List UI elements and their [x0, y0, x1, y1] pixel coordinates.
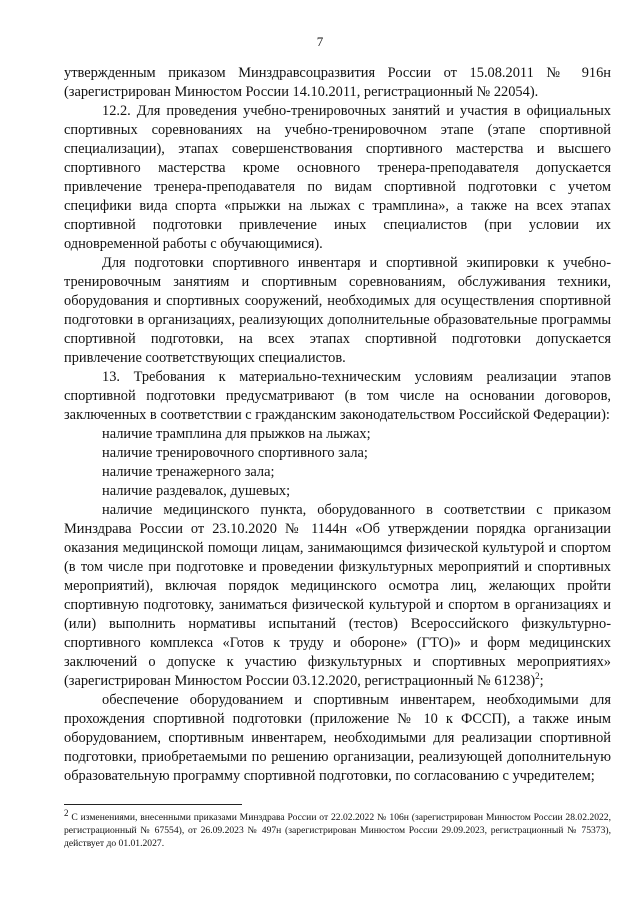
list-item-training-hall: наличие тренировочного спортивного зала;	[102, 445, 368, 461]
footnote-divider	[64, 804, 242, 805]
paragraph-13: 13. Требования к материально-техническим условиям реализации этапов спортивной подготовки предусматривают (в том числе на основании договоров, заключенных в соответствии с гражданским законодательством Российской Федерации):	[64, 369, 611, 423]
list-item-gym: наличие тренажерного зала;	[102, 464, 275, 480]
footnote	[64, 807, 611, 850]
page-number: 7	[316, 34, 324, 49]
paragraph-specialists: Для подготовки спортивного инвентаря и спортивной экипировки к учебно-тренировочным занятиям и спортивным соревнованиям, обслуживания техники, оборудования и спортивных сооружений, необходимых для осуществления спортивной подготовки в организациях, реализующих дополнительные образовательные программы спортивной подготовки, на всех этапах спортивной подготовки допускается привлечение соответствующих специалистов.	[64, 255, 611, 366]
list-item-equipment: обеспечение оборудованием и спортивным инвентарем, необходимыми для прохождения спортивной подготовки (приложение № 10 к ФССП), а также иным оборудованием, спортивным инвентарем, необходимыми для реализации спортивной подготовки, приобретаемыми по решению организации, реализующей дополнительную образовательную программу спортивной подготовки, по согласованию с учредителем;	[64, 692, 611, 784]
footnote-reference: 2	[535, 671, 540, 682]
footnote-reference-suffix: ;	[539, 673, 544, 689]
paragraph-continuation: утвержденным приказом Минздравсоцразвития России от 15.08.2011 № 916н (зарегистрирован Минюстом России 14.10.2011, регистрационный № 22054).	[64, 65, 611, 100]
footnote-text: С изменениями, внесенными приказами Минздрава России от 22.02.2022 № 106н (зарегистрирован Минюстом России 28.02.2022, регистрационный № 67554), от 26.09.2023 № 497н (зарегистрирован Минюстом России 29.09.2023, регистрационный № 75373), действует до 01.01.2027.	[64, 812, 611, 849]
list-item-ski-jump: наличие трамплина для прыжков на лыжах;	[102, 426, 371, 442]
footnote-marker: 2	[64, 807, 69, 818]
medical-point-text: наличие медицинского пункта, оборудованного в соответствии с приказом Минздрава России от 23.10.2020 № 1144н «Об утверждении порядка организации оказания медицинской помощи лицам, занимающимся физической культурой и спортом (в том числе при подготовке и проведении физкультурных мероприятий и спортивных мероприятий), включая порядок медицинского осмотра лиц, желающих пройти спортивную подготовку, заниматься физической культурой и спортом в организациях и (или) выполнить нормативы испытаний (тестов) Всероссийского физкультурно-спортивного комплекса «Готов к труду и обороне» (ГТО)» и форм медицинских заключений о допуске к участию физкультурных и спортивных мероприятиях» (зарегистрирован Минюстом России 03.12.2020, регистрационный № 61238)	[64, 502, 611, 689]
list-item-medical-point	[64, 501, 611, 691]
paragraph-12-2: 12.2. Для проведения учебно-тренировочных занятий и участия в официальных спортивных соревнованиях на учебно-тренировочном этапе (этапе спортивной специализации), этапах совершенствования спортивного мастерства и высшего спортивного мастерства кроме основного тренера-преподавателя допускается привлечение тренера-преподавателя по видам спортивной подготовки с учетом специфики вида спорта «прыжки на лыжах с трамплина», а также на всех этапах спортивной подготовки привлечение иных специалистов (при условии их одновременной работы с обучающимися).	[64, 103, 611, 252]
list-item-changing-rooms: наличие раздевалок, душевых;	[102, 483, 291, 499]
body-text	[64, 64, 611, 786]
